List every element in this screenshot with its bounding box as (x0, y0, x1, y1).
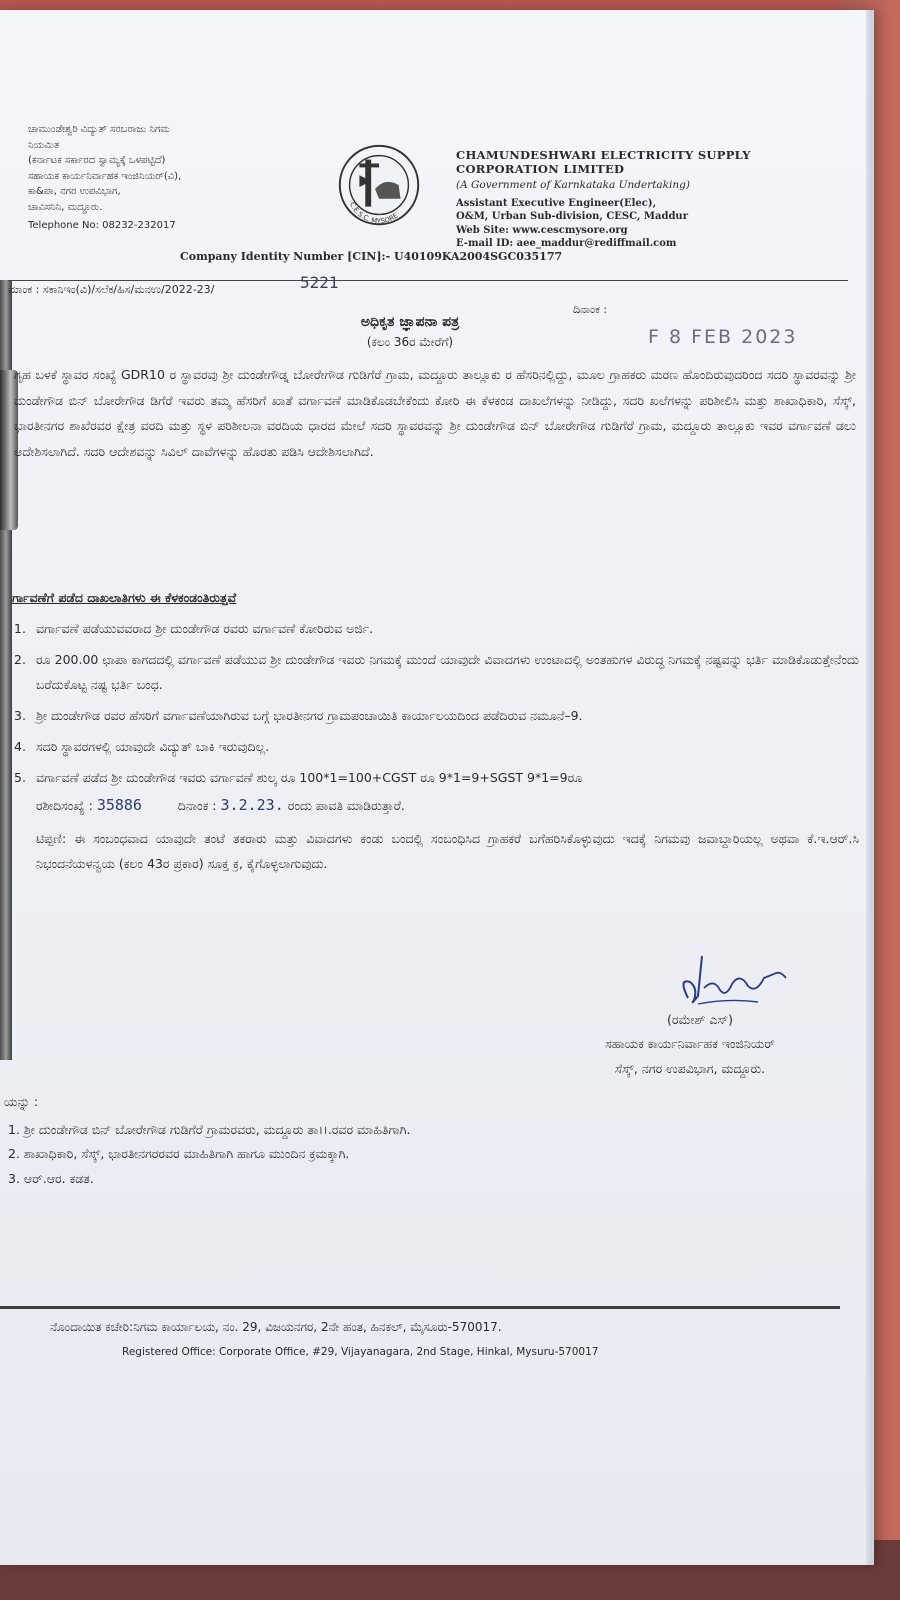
payment-date-handwritten: 3.2.23. (220, 796, 284, 814)
footer-divider (0, 1306, 840, 1309)
letterhead-kannada-line: (ಕರ್ನಾಟಕ ಸರ್ಕಾರದ ಸ್ವಾಮ್ಯಕ್ಕೆ ಒಳಪಟ್ಟಿದೆ) (28, 155, 166, 166)
note-paragraph: ಟಿಪ್ಪಣಿ: ಈ ಸಂಬಂಧವಾದ ಯಾವುದೇ ತಂಟೆ ತಕರಾರು ಮತ್ತು ವಿವಾದಗಳು ಕಂಡು ಬಂದಲ್ಲಿ ಸಂಬಂಧಿಸಿದ ಗ್ರಾಹಕರೆ ಬಗೆಹರಿಸಿಕೊಳ್ಳುವುದು ಇದಕ್ಕೆ ನಿಗಮವು ಜವಾಬ್ದಾರಿಯಲ್ಲ ಅಥವಾ ಕೆ.ಇ.ಆರ್.ಸಿ ನಿಭಂದನೆಯಳನ್ವಯ (ಕಲಂ 43ರ ಪ್ರಕಾರ) ಸೂಕ್ತ ಕ್ರ, ಕೈಗೊಳ್ಳಲಾಗುವುದು. (36, 831, 859, 871)
copy-to-heading: ಯನ್ನು : (4, 1094, 39, 1109)
telephone-number: Telephone No: 08232-232017 (28, 220, 176, 231)
letterhead-kannada-line: ಚಾಮುಂಡೇಶ್ವರಿ ವಿದ್ಯುತ್ ಸರಬರಾಜು ನಿಗಮ (28, 124, 170, 135)
list-item: 3. ಆರ್.ಆರ. ಕಡತ. (8, 1170, 94, 1186)
website: Web Site: www.cescmysore.org (456, 224, 628, 236)
office-designation: Assistant Executive Engineer(Elec), (456, 197, 657, 209)
list-item: 4. ಸದರಿ ಸ್ಥಾವರಗಳಲ್ಲಿ ಯಾವುದೇ ವಿದ್ಯುತ್ ಬಾಕಿ ಇರುವುದಿಲ್ಲ. (14, 739, 270, 754)
letterhead-english (456, 148, 786, 251)
reference-number-handwritten: 5221 (300, 273, 339, 292)
footer-kannada-address: ನೊಂದಾಯಿತ ಕಚೇರಿ:ನಿಗಮ ಕಾರ್ಯಾಲಯ, ನಂ. 29, ವಿಜಯನಗರ, 2ನೇ ಹಂತ, ಹಿನಕಲ್, ಮೈಸೂರು-570017. (50, 1320, 502, 1334)
signatory-office: ಸೆಸ್ಕ್, ನಗರ ಉಪವಿಭಾಗ, ಮದ್ದೂರು. (614, 1060, 766, 1076)
signatory-name: (ರಮೇಶ್ ಎಸ್) (667, 1012, 733, 1027)
documents-heading: ರ್ಗಾವಣೆಗೆ ಪಡೆದ ದಾಖಲಾತಿಗಳು ಈ ಕೆಳಕಂಡಂತಿರುತ್ತವೆ (12, 590, 237, 605)
list-item: 3. ಶ್ರೀ ದುಂಡೇಗೌಡ ರವರ ಹೆಸರಿಗೆ ವರ್ಗಾವಣೆಯಾಗಿರುವ ಬಗ್ಗೆ ಭಾರತೀನಗರ ಗ್ರಾಮಪಂಚಾಯಿತಿ ಕಾರ್ಯಾಲಯದಿಂದ ಪಡೆದಿರುವ ನಮೂನೆ–9. (14, 708, 583, 723)
date-label: ದಿನಾಂಕ : (573, 303, 608, 316)
letter-page (0, 10, 874, 1565)
list-item: 2. ಶಾಖಾಧಿಕಾರಿ, ಸೆಸ್ಕ್, ಭಾರತೀನಗರರವರ ಮಾಹಿತಿಗಾಗಿ ಹಾಗೂ ಮುಂದಿನ ಕ್ರಮಕ್ಕಾಗಿ. (8, 1146, 350, 1162)
document-title (290, 312, 530, 351)
payment-line-tail: ರಂದು ಪಾವತಿ ಮಾಡಿರುತ್ತಾರೆ. (287, 798, 405, 813)
footer-english-address: Registered Office: Corporate Office, #29, Vijayanagara, 2nd Stage, Hinkal, Mysuru-570017 (122, 1346, 599, 1358)
cesc-logo-icon (330, 138, 428, 236)
title-sub: (ಕಲಂ 36ರ ಮೇರೆಗೆ) (366, 335, 454, 349)
list-item: 1. ವರ್ಗಾವಣೆ ಪಡೆಯುವವರಾದ ಶ್ರೀ ದುಂಡೇಗೌಡ ರವರು ವರ್ಗಾವಣೆ ಕೋರಿರುವ ಅರ್ಜಿ. (14, 621, 374, 636)
signatory-designation: ಸಹಾಯಕ ಕಾರ್ಯನಿರ್ವಾಹಕ ಇಂಜಿನಿಯರ್ (605, 1036, 775, 1052)
company-name-line2: CORPORATION LIMITED (456, 162, 625, 177)
paper-edge (866, 10, 872, 1565)
email-address: E-mail ID: aee_maddur@rediffmail.com (456, 238, 677, 250)
reference-row (8, 273, 848, 316)
list-item: 1. ಶ್ರೀ ದುಂಡೇಗೌಡ ಬಿನ್ ಬೋರೇಗೌಡ ಗುಡಿಗೆರೆ ಗ್ರಾಮರವರು, ಮದ್ದೂರು ತಾ।।.ರವರ ಮಾಹಿತಿಗಾಗಿ. (8, 1122, 411, 1137)
fee-line: ವರ್ಗಾವಣೆ ಪಡೆದ ಶ್ರೀ ದುಂಡೇಗೌಡ ಇವರು ವರ್ಗಾವಣೆ ಶುಲ್ಕ ರೂ 100*1=100+CGST ರೂ 9*1=9+SGST 9*1=9ರೂ (36, 770, 583, 785)
body-paragraph: ಗೃಹ ಬಳಕೆ ಸ್ಥಾವರ ಸಂಖ್ಯೆ GDR10 ರ ಸ್ಥಾವರವು ಶ್ರೀ ದುಂಡೇಗೌಡ್ನ ಬೋರೇಗೌಡ ಗುಡಿಗೆರೆ ಗ್ರಾಮ, ಮದ್ದೂರು ತಾಲ್ಲೂಕು ರ ಹೆಸರಿನಲ್ಲಿದ್ದು, ಮೂಲ ಗ್ರಾಹಕರು ಮರಣ ಹೊಂದಿರುವುದರಿಂದ ಸದರಿ ಸ್ಥಾವರವನ್ನು ಶ್ರೀ ದುಂಡೇಗೌಡ ಬಿನ್ ಬೋರೇಗೌಡ ಡಿಗೆರೆ ಇವರು ತಮ್ಮ ಹೆಸರಿಗೆ ಖಾತೆ ವರ್ಗಾವಣೆ ಮಾಡಿಕೊಡಬೇಕೆಂದು ಕೋರಿ ಈ ಕೆಳಕಂಡ ದಾಖಲೆಗಳನ್ನು ನೀಡಿದ್ದು, ಸದರಿ ಖಲೆಗಳನ್ನು ಪರಿಶೀಲಿಸಿ ಮತ್ತು ಶಾಖಾಧಿಕಾರಿ, ಸೆಸ್ಕ್, ಭಾರತೀನಗರ ಶಾಖೆರವರ ಕ್ಷೇತ್ರ ವರದಿ ಮತ್ತು ಸ್ಥಳ ಪರಿಶೀಲನಾ ವರದಿಯ ಧಾರದ ಮೇಲೆ ಸದರಿ ಸ್ಥಾವರವನ್ನು ಶ್ರೀ ದುಂಡೇಗೌಡ ಬಿನ್ ಬೋರೇಗೌಡ ಗುಡಿಗೆರೆ ಗ್ರಾಮ, ಮದ್ದೂರು ತಾಲ್ಲೂಕು ಇವರ ವರ್ಗಾವಣೆ ಡಲು ಆದೇಶಿಸಲಾಗಿದೆ. ಸದರಿ ಆದೇಶವನ್ನು ಸಿವಿಲ್ ದಾವೆಗಳನ್ನು ಹೊರತು ಪಡಿಸಿ ಆದೇಶಿಸಲಾಗಿದೆ. (14, 367, 856, 459)
title-main: ಅಧಿಕೃತ ಜ್ಞಾಪನಾ ಪತ್ರ (360, 314, 460, 330)
letterhead-kannada (28, 122, 288, 234)
signatory-block (540, 1008, 840, 1081)
list-item: 5. ವರ್ಗಾವಣೆ ಪಡೆದ ಶ್ರೀ ದುಂಡೇಗೌಡ ಇವರು ವರ್ಗಾವಣೆ ಶುಲ್ಕ ರೂ 100*1=100+CGST ರೂ 9*1=9+SGST 9*1=9ರೂ ರಶೀದಿಸಂಖ್ಯೆ : 35886 ದಿನಾಂಕ : 3.2.23. ರಂದು ಪಾವತಿ ಮಾಡಿರುತ್ತಾರೆ. (14, 770, 583, 814)
company-subtitle: (A Government of Karnkataka Undertaking) (456, 178, 690, 191)
logo-caption: C.E.S.C. MYSORE (347, 200, 400, 226)
letterhead-kannada-line: ಚಾವಿಸನಿನಿ, ಮದ್ದೂರು. (28, 201, 103, 213)
office-division: O&M, Urban Sub-division, CESC, Maddur (456, 211, 688, 223)
receipt-label: ರಶೀದಿಸಂಖ್ಯೆ : (36, 798, 93, 813)
letterhead-kannada-line: ನಿಯಮಿತ (28, 139, 60, 151)
list-item: 2. ರೂ 200.00 ಛಾಪಾ ಕಾಗದದಲ್ಲಿ ವರ್ಗಾವಣೆ ಪಡೆಯುವ ಶ್ರೀ ದುಂಡೇಗೌಡ ಇವರು ನಿಗಮಕ್ಕೆ ಮುಂದೆ ಯಾವುದೇ ವಿವಾದಗಳು ಉಂಟಾದಲ್ಲಿ ಅಂತಹುಗಳ ವಿರುದ್ಧ ನಿಗಮಕ್ಕೆ ನಷ್ಟವನ್ನು ಭರ್ತಿ ಮಾಡಿಕೊಡುತ್ತೇನೆಂದು ಬರೆದುಕೊಟ್ಟ ನಷ್ಟ ಭರ್ತಿ ಬಂಧ. (14, 652, 859, 692)
receipt-number-handwritten: 35886 (96, 796, 142, 814)
company-name-line1: CHAMUNDESHWARI ELECTRICITY SUPPLY (456, 148, 751, 162)
reference-prefix: ಮಾಂಕ : ಸಕಾನಿಇಂ(ವಿ)/ಸಲೆಕ/ಹಿಸ/ಮನಉ/2022-23/ (8, 283, 215, 296)
letterhead-kannada-line: ಕಾ&ಪಾ, ನಗರ ಉಪವಿಭಾಗ, (28, 186, 121, 197)
date-stamp: F 8 FEB 2023 (648, 326, 798, 348)
documents-list (14, 616, 859, 876)
company-identity-number: Company Identity Number [CIN]:- U40109KA2004SGC035177 (180, 250, 563, 263)
copy-to-list (8, 1118, 411, 1191)
letterhead-kannada-line: ಸಹಾಯಕ ಕಾರ್ಯನಿರ್ವಾಹಕ ಇಂಜಿನಿಯರ್(ವಿ), (28, 170, 182, 182)
handwritten-signature (668, 948, 798, 1008)
payment-date-label: ದಿನಾಂಕ : (177, 798, 217, 813)
